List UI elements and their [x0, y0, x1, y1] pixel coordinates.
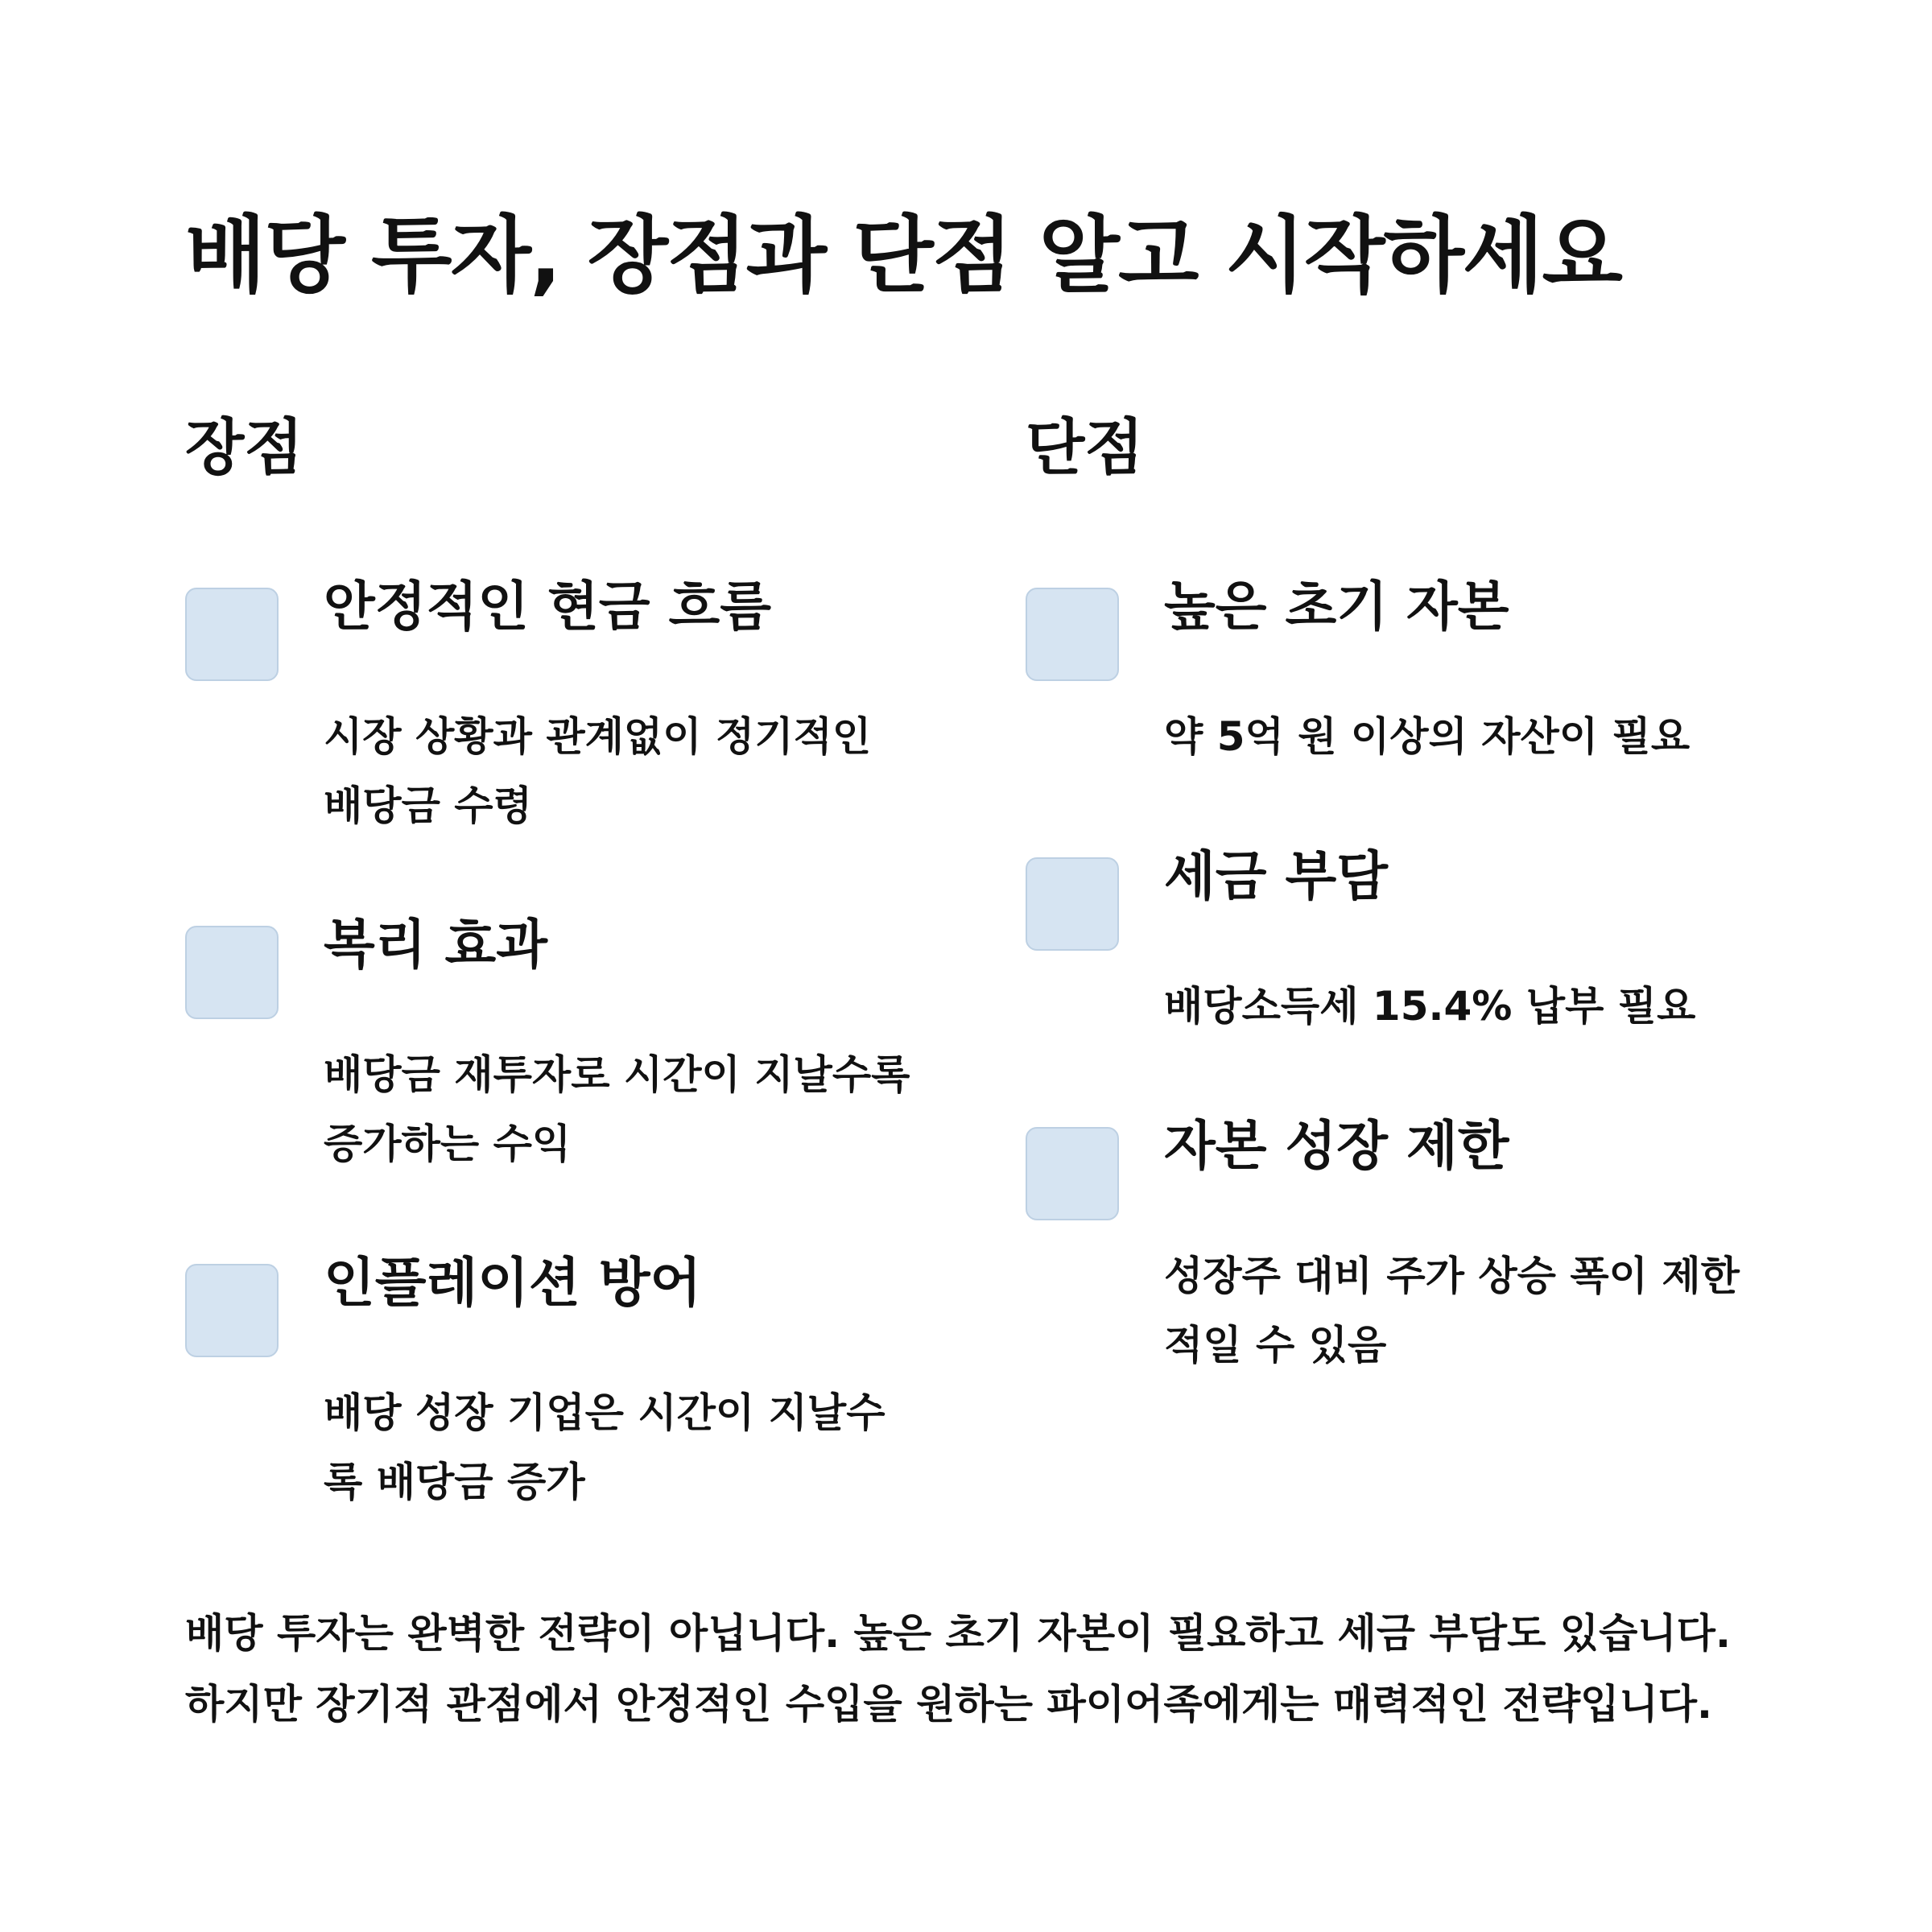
description-line: 배당소득세 15.4% 납부 필요: [1164, 983, 1696, 1030]
checkbox-icon: [1026, 588, 1119, 681]
checkbox-icon: [185, 588, 279, 681]
item-title: 자본 성장 제한: [1164, 1115, 1509, 1177]
checkbox-icon: [185, 1264, 279, 1357]
checkbox-icon: [1026, 857, 1119, 951]
item-description: [1164, 702, 1752, 771]
pros-column: [185, 411, 910, 1505]
summary-line: 배당 투자는 완벽한 전략이 아닙니다. 높은 초기 자본이 필요하고 세금 부담도 있습니다.: [185, 1610, 1731, 1657]
description-line: 록 배당금 증가: [324, 1459, 585, 1505]
description-line: 증가하는 수익: [324, 1121, 572, 1167]
description-line: 약 5억 원 이상의 자산이 필요: [1164, 713, 1690, 760]
checkbox-icon: [185, 926, 279, 1019]
item-title: 인플레이션 방어: [324, 1252, 702, 1314]
description-line: 적일 수 있음: [1164, 1322, 1387, 1368]
pros-heading: 장점: [185, 411, 303, 483]
summary-line: 하지만 장기적 관점에서 안정적인 수입을 원하는 파이어족에게는 매력적인 전략입니다.: [185, 1681, 1713, 1728]
item-description: [1164, 1241, 1752, 1380]
item-description: [1164, 972, 1752, 1041]
description-line: 배당금 수령: [324, 782, 532, 829]
summary-paragraph: [185, 1598, 1731, 1740]
item-title: 복리 효과: [324, 914, 548, 976]
description-line: 배당금 재투자로 시간이 지날수록: [324, 1051, 910, 1098]
cons-column: [1026, 411, 1740, 1368]
item-title: 세금 부담: [1164, 845, 1389, 907]
description-line: 시장 상황과 관계없이 정기적인: [324, 713, 872, 760]
checkbox-icon: [1026, 1127, 1119, 1220]
description-line: 배당 성장 기업은 시간이 지날수: [324, 1389, 886, 1436]
cons-heading: 단점: [1026, 411, 1144, 483]
item-title: 높은 초기 자본: [1164, 576, 1509, 638]
item-title: 안정적인 현금 흐름: [324, 576, 772, 638]
description-line: 성장주 대비 주가 상승 폭이 제한: [1164, 1253, 1740, 1299]
item-description: [324, 1378, 911, 1517]
page-title: 배당 투자, 장점과 단점 알고 시작하세요: [185, 206, 1621, 304]
item-description: [324, 1040, 911, 1179]
item-description: [324, 702, 911, 840]
